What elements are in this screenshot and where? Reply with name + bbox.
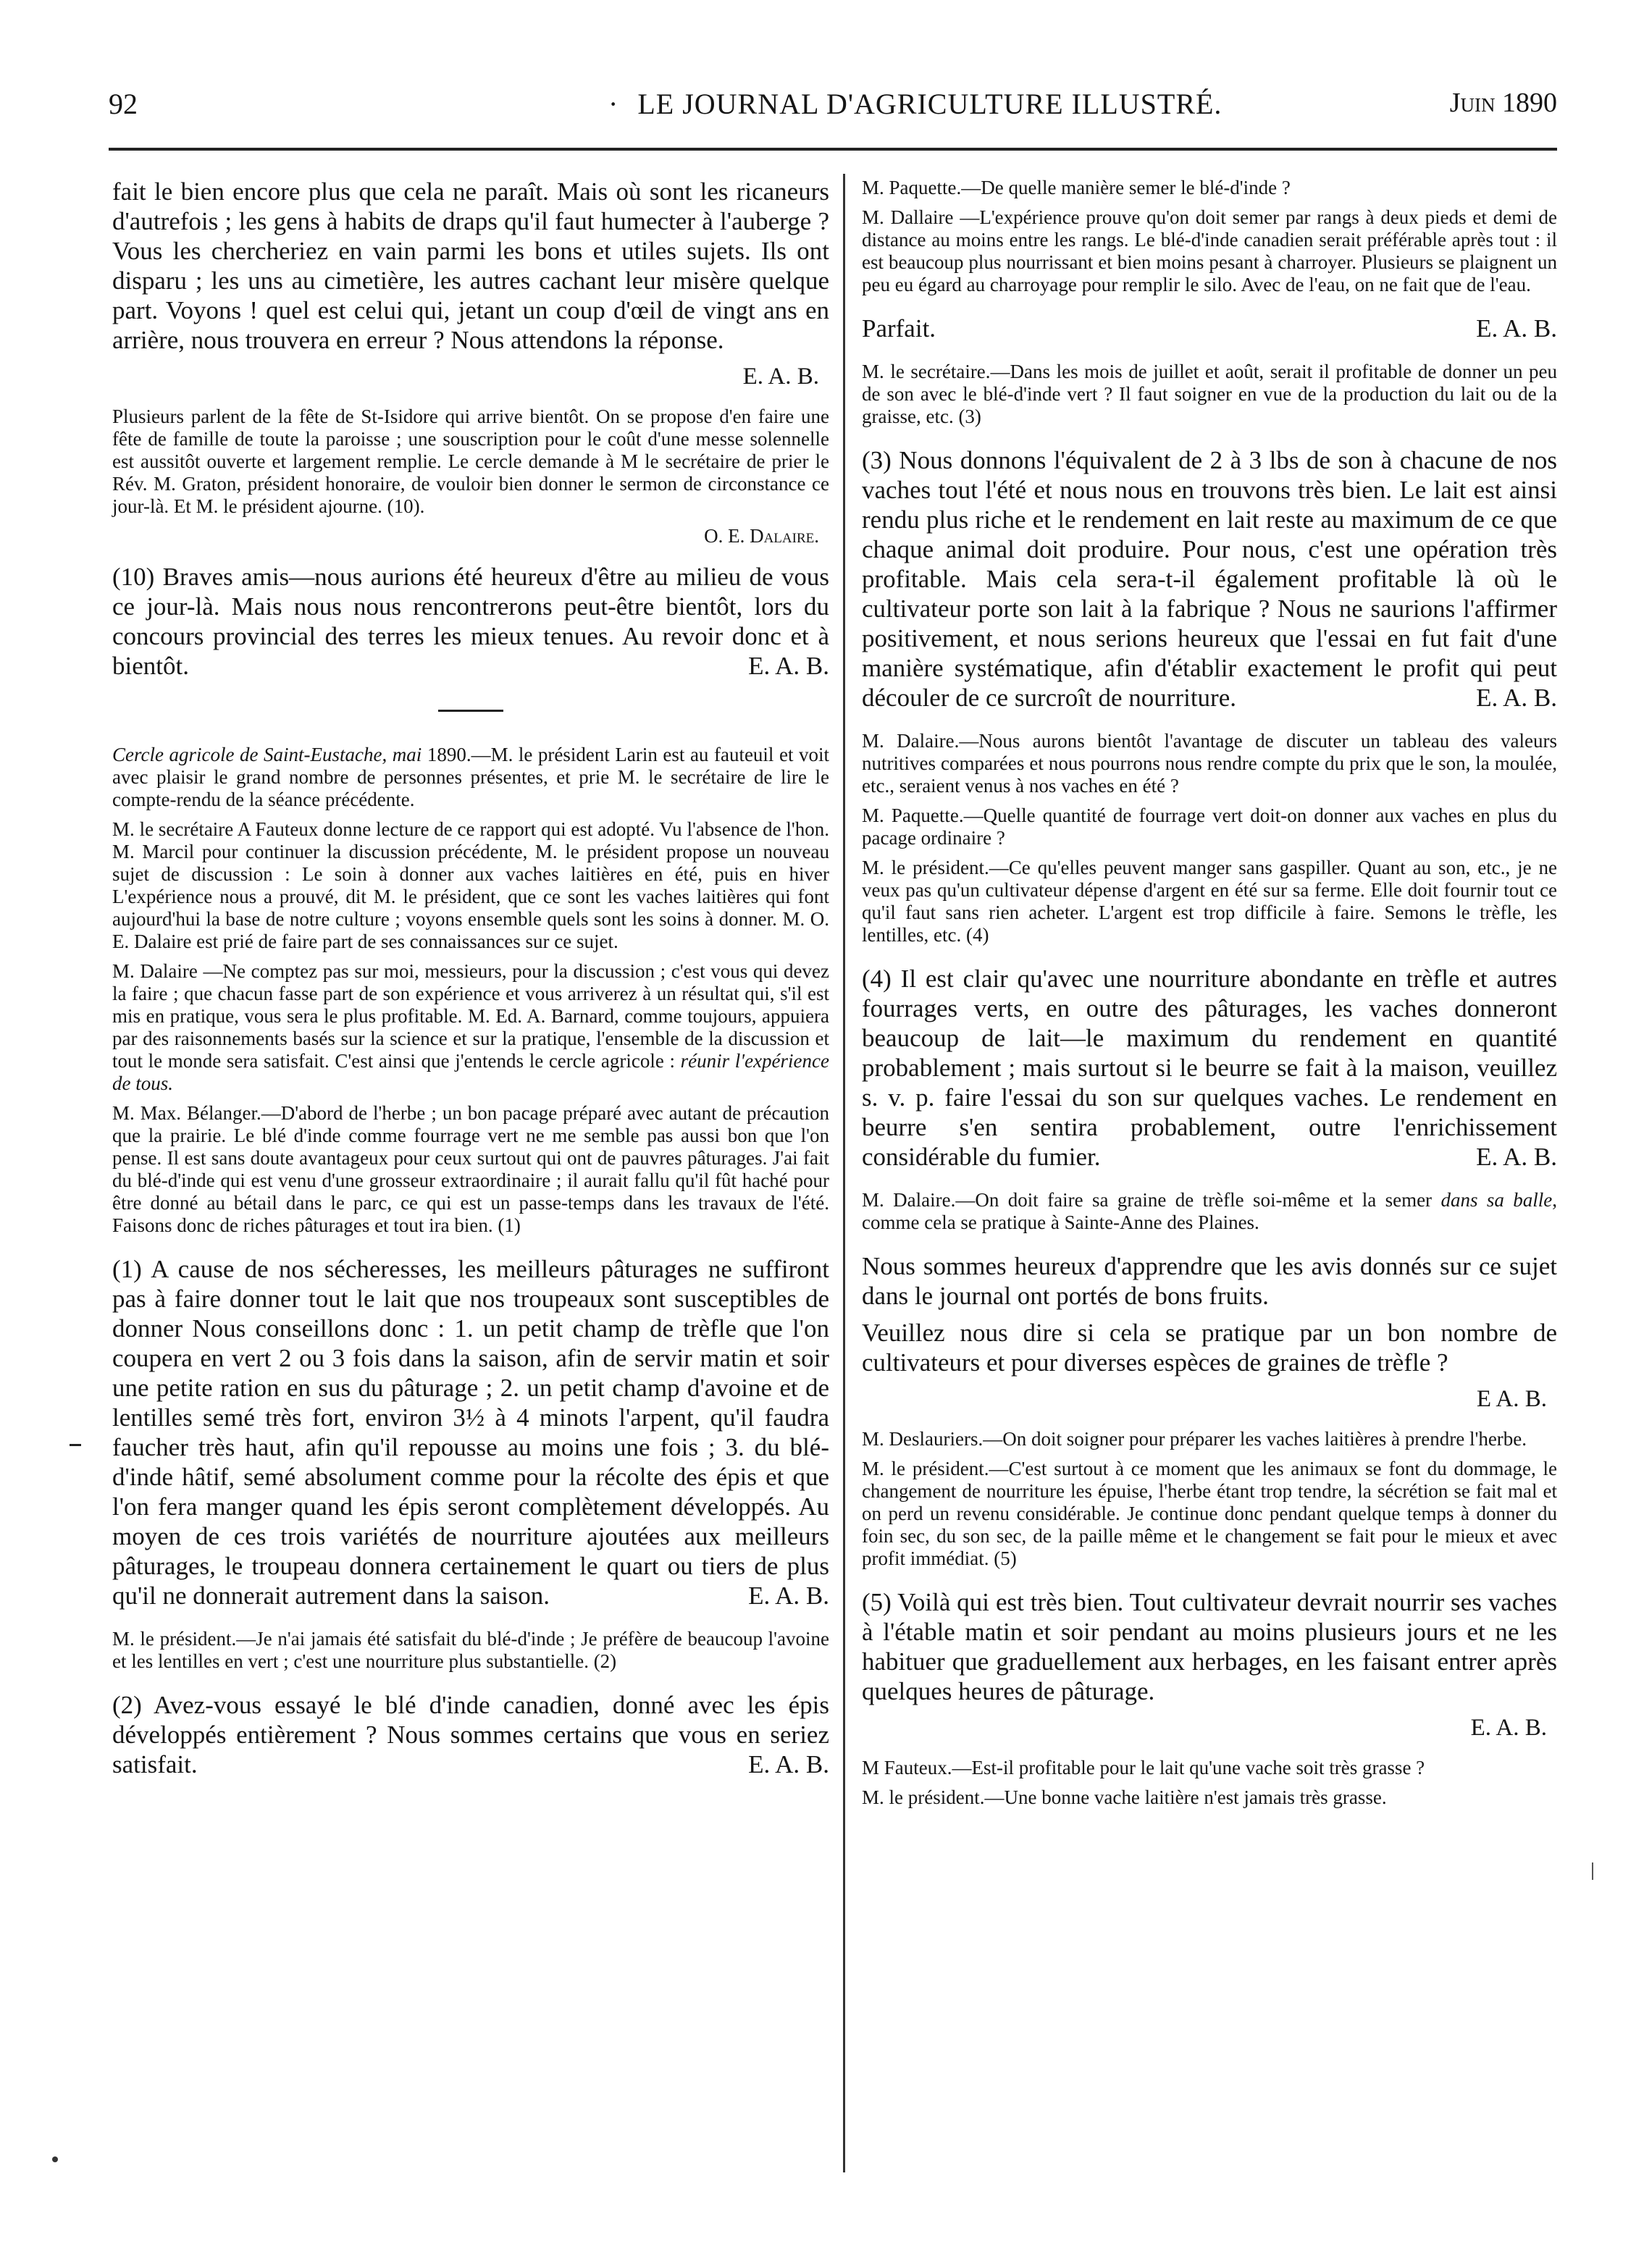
right-paragraph-3-text: Parfait. (862, 314, 936, 343)
header-separator: · (608, 88, 619, 120)
signature: E. A. B. (748, 652, 829, 680)
right-paragraph-17: M. le président.—Une bonne vache laitière n'est jamais très grasse. (862, 1786, 1387, 1808)
left-paragraph-8 (112, 1254, 829, 1610)
right-paragraph-9-text: (4) Il est clair qu'avec une nourriture abondante en trèfle et autres fourrages verts, en outre des pâturages, les vaches donneront beaucoup de lait—le maximum du rendement en quantité probablement ; mais surtout si le beurre se fait à la maison, veuillez s. v. p. faire l'essai du son sur quelques vaches. Le rendement en beurre s'en sentira probablement, outre l'enrichissement considérable du fumier. (862, 965, 1557, 1171)
margin-mark (70, 1444, 81, 1446)
meeting-intro: 1890.—M. le président Larin est au fauteuil et voit avec plaisir le grand nombre de personnes présentes, et prie M. le secrétaire de lire le compte-rendu de la séance précédente. (112, 744, 829, 810)
left-paragraph-9: M. le président.—Je n'ai jamais été satisfait du blé-d'inde ; Je préfère de beaucoup l'avoine et les lentilles en vert ; c'est une nourriture plus substantielle. (2) (112, 1628, 829, 1672)
journal-title-text: LE JOURNAL D'AGRICULTURE ILLUSTRÉ. (637, 88, 1222, 120)
meeting-heading: Cercle agricole de Saint-Eustache, mai (112, 744, 422, 765)
right-paragraph-7: M. Paquette.—Quelle quantité de fourrage vert doit-on donner aux vaches en plus du pacage ordinaire ? (862, 805, 1557, 849)
right-paragraph-4: M. le secrétaire.—Dans les mois de juillet et août, serait il profitable de donner un peu de son avec le blé-d'inde vert ? Il faut soigner en vue de la production du lait ou de la graisse, etc. (3) (862, 361, 1557, 427)
signature: E. A. B. (1476, 1143, 1557, 1171)
page-header (109, 87, 1557, 130)
right-paragraph-16: M Fauteux.—Est-il profitable pour le lait qu'une vache soit très grasse ? (862, 1757, 1425, 1778)
right-paragraph-5-text: (3) Nous donnons l'équivalent de 2 à 3 lbs de son à chacune de nos vaches tout l'été et nous nous en trouvons très bien. Le lait est ainsi rendu plus riche et le rendement en lait reste au maximum de ce que chaque animal doit produire. Pour nous, c'est une opération très profitable. Mais cela sera-t-il également profitable là où le cultivateur porte son lait à la fabrique ? Nous ne saurions l'affirmer positivement, et nous serions heureux que l'essai en fut fait d'une manière systématique, afin d'établir exactement le profit qui peut découler de ce surcroît de nourriture. (862, 446, 1557, 712)
signature: E. A. B. (748, 1750, 829, 1778)
left-paragraph-6-text: M. Dalaire —Ne comptez pas sur moi, messieurs, pour la discussion ; c'est vous qui devez la faire ; que chacun fasse part de son expérience et vous arriverez à un résultat qui, s'il est mis en pratique, vous sera le plus profitable. M. Ed. A. Barnard, comme toujours, appuiera par des raisonnements basés sur la science et sur la pratique, l'ensemble de la discussion et tout le monde sera satisfait. C'est ainsi que j'entends le cercle agricole : (112, 960, 829, 1072)
left-paragraph-6 (112, 960, 829, 1095)
right-paragraph-10-end: , comme cela se pratique à Sainte-Anne des Plaines. (862, 1189, 1557, 1233)
right-paragraph-14: M. le président.—C'est surtout à ce moment que les animaux se font du dommage, le changement de nourriture les épuise, l'herbe étant trop tendre, la sécrétion se fait mal et on perd un revenu considérable. Je continue donc pendant quelque temps à donner du foin sec, du son sec, de la paille même et le changement se fait pour le mieux et avec profit immédiat. (5) (862, 1458, 1557, 1569)
right-paragraph-3 (862, 314, 1557, 343)
right-paragraph-15: (5) Voilà qui est très bien. Tout cultivateur devrait nourrir ses vaches à l'étable matin et soir pendant au moins plusieurs jours et ne les habituer que graduellement aux herbages, en les faisant entrer après quelques heures de pâturage. (862, 1588, 1557, 1705)
left-paragraph-5: M. le secrétaire A Fauteux donne lecture de ce rapport qui est adopté. Vu l'absence de l'hon. M. Marcil pour continuer la discussion précédente, M. le président propose un nouveau sujet de discussion : Le soin à donner aux vaches laitières en été, puis en hiver L'expérience nous a prouvé, dit M. le président, que ce sont les vaches laitières qui font aujourd'hui la base de notre culture ; voyons ensemble quels sont les soins à donner. M. O. E. Dalaire est prié de faire part de ses connaissances sur ce sujet. (112, 818, 829, 952)
signature: E. A. B. (1470, 1715, 1547, 1741)
right-paragraph-9 (862, 964, 1557, 1172)
header-rule (109, 148, 1557, 151)
right-paragraph-6: M. Dalaire.—Nous aurons bientôt l'avantage de discuter un tableau des valeurs nutritives comparées et nous pourrons nous rendre compte du prix que le son, la moulée, etc., seraient venus à nos vaches en été ? (862, 730, 1557, 797)
right-paragraph-8: M. le président.—Ce qu'elles peuvent manger sans gaspiller. Quant au son, etc., je ne veux pas qu'un cultivateur dépense d'argent en été sur sa ferme. Elle doit fournir tout ce qu'il faut sans rien acheter. L'argent est trop difficile à faire. Semons le trèfle, les lentilles, etc. (4) (862, 857, 1557, 946)
left-paragraph-1: fait le bien encore plus que cela ne paraît. Mais où sont les ricaneurs d'autrefois ; les gens à habits de draps qu'il faut humecter à l'auberge ? Vous les chercheriez en vain parmi les bons et utiles sujets. Ils ont disparu ; les uns au cimetière, les autres cachant leur misère quelque part. Voyons ! quel est celui qui, jetant un coup d'œil de vingt ans en arrière, nous trouvera en erreur ? Nous attendons la réponse. (112, 177, 829, 354)
right-paragraph-13: M. Deslauriers.—On doit soigner pour préparer les vaches laitières à prendre l'herbe. (862, 1428, 1527, 1450)
left-paragraph-6-italic: réunir l'expérience de tous. (112, 1050, 829, 1094)
left-paragraph-7: M. Max. Bélanger.—D'abord de l'herbe ; un bon pacage préparé avec autant de précaution que la prairie. Le blé d'inde comme fourrage vert ne me semble pas aussi bon que l'on pense. Il est sans doute avantageux pour ceux surtout qui ont de pauvres pâturages. J'ai fait du blé-d'inde qui est venu d'une grosseur extraordinaire ; il aurait fallu qu'il fût haché pour être donné au bétail dans le parc, ce qui est un passe-temps dans les travaux de l'été. Faisons donc de riches pâturages et tout ira bien. (1) (112, 1102, 829, 1236)
right-paragraph-10-text: M. Dalaire.—On doit faire sa graine de trèfle soi-même et la semer (862, 1189, 1441, 1211)
left-paragraph-3 (112, 562, 829, 681)
right-paragraph-2: M. Dallaire —L'expérience prouve qu'on doit semer par rangs à deux pieds et demi de distance au moins entre les rangs. Le blé-d'inde canadien serait préférable après tout : il est beaucoup plus nourrissant et bien moins pesant à charroyer. Plusieurs se plaignent un peu eu égard au charroyage pour remplir le silo. Avec de l'eau, on ne fait que de l'eau. (862, 206, 1557, 295)
right-column (862, 177, 1557, 1816)
left-column (112, 177, 829, 1786)
section-rule (438, 710, 503, 712)
column-divider (843, 174, 845, 2172)
journal-title (608, 87, 1222, 121)
right-paragraph-11: Nous sommes heureux d'apprendre que les avis donnés sur ce sujet dans le journal ont portés de bons fruits. (862, 1252, 1557, 1310)
signature: E. A. B. (1476, 684, 1557, 712)
right-paragraph-5 (862, 445, 1557, 713)
signature: E. A. B. (742, 364, 819, 390)
right-paragraph-10-italic: dans sa balle (1440, 1189, 1553, 1211)
left-paragraph-4 (112, 744, 829, 811)
right-paragraph-10 (862, 1189, 1557, 1234)
left-paragraph-8-text: (1) A cause de nos sécheresses, les meilleurs pâturages ne suffiront pas à faire donner tout le lait que nos troupeaux sont susceptibles de donner Nous conseillons donc : 1. un petit champ de trèfle que l'on coupera en vert 2 ou 3 fois dans la saison, afin de servir matin et soir une petite ration en sus du pâturage ; 2. un petit champ d'avoine et de lentilles semé très fort, environ 3½ à 4 minots l'arpent, qu'il faudra faucher très haut, afin qu'il repousse au moins une fois ; 3. du blé-d'inde hâtif, semé absolument comme pour la récolte des épis et que l'on fera manger quand les épis seront complètement développés. Au moyen de ces trois variétés de nourriture ajoutées aux meilleurs pâturages, le troupeau donnera certainement le quart ou tiers de plus qu'il ne donnerait autrement dans la saison. (112, 1255, 829, 1610)
left-paragraph-3-text: (10) Braves amis—nous aurions été heureux d'être au milieu de vous ce jour-là. Mais nous nous rencontrerons peut-être bientôt, lors du concours provincial des terres les mieux tenues. Au revoir donc et à bientôt. (112, 563, 829, 680)
margin-dot (52, 2156, 58, 2162)
signature: E. A. B. (748, 1582, 829, 1610)
right-paragraph-1: M. Paquette.—De quelle manière semer le blé-d'inde ? (862, 177, 1291, 198)
signature: E. A. B. (1476, 314, 1557, 343)
signature: E A. B. (1476, 1386, 1547, 1412)
signature: O. E. Dalaire. (704, 525, 819, 547)
margin-tick (1592, 1862, 1593, 1880)
left-paragraph-2: Plusieurs parlent de la fête de St-Isidore qui arrive bientôt. On se propose d'en faire une fête de famille de toute la paroisse ; une souscription pour le coût d'une messe solennelle est aussitôt ouverte et largement remplie. Le cercle demande à M le secrétaire de prier le Rév. M. Graton, président honoraire, de vouloir bien donner le sermon de circonstance ce jour-là. Et M. le président ajourne. (10). (112, 406, 829, 517)
left-paragraph-10 (112, 1690, 829, 1779)
left-paragraph-10-text: (2) Avez-vous essayé le blé d'inde canadien, donné avec les épis développés entièrement ? Nous sommes certains que vous en seriez satisfait. (112, 1691, 829, 1778)
right-paragraph-12: Veuillez nous dire si cela se pratique par un bon nombre de cultivateurs et pour diverses espèces de graines de trèfle ? (862, 1319, 1557, 1377)
issue-date: Juin 1890 (1449, 88, 1557, 118)
page-number: 92 (109, 88, 138, 120)
